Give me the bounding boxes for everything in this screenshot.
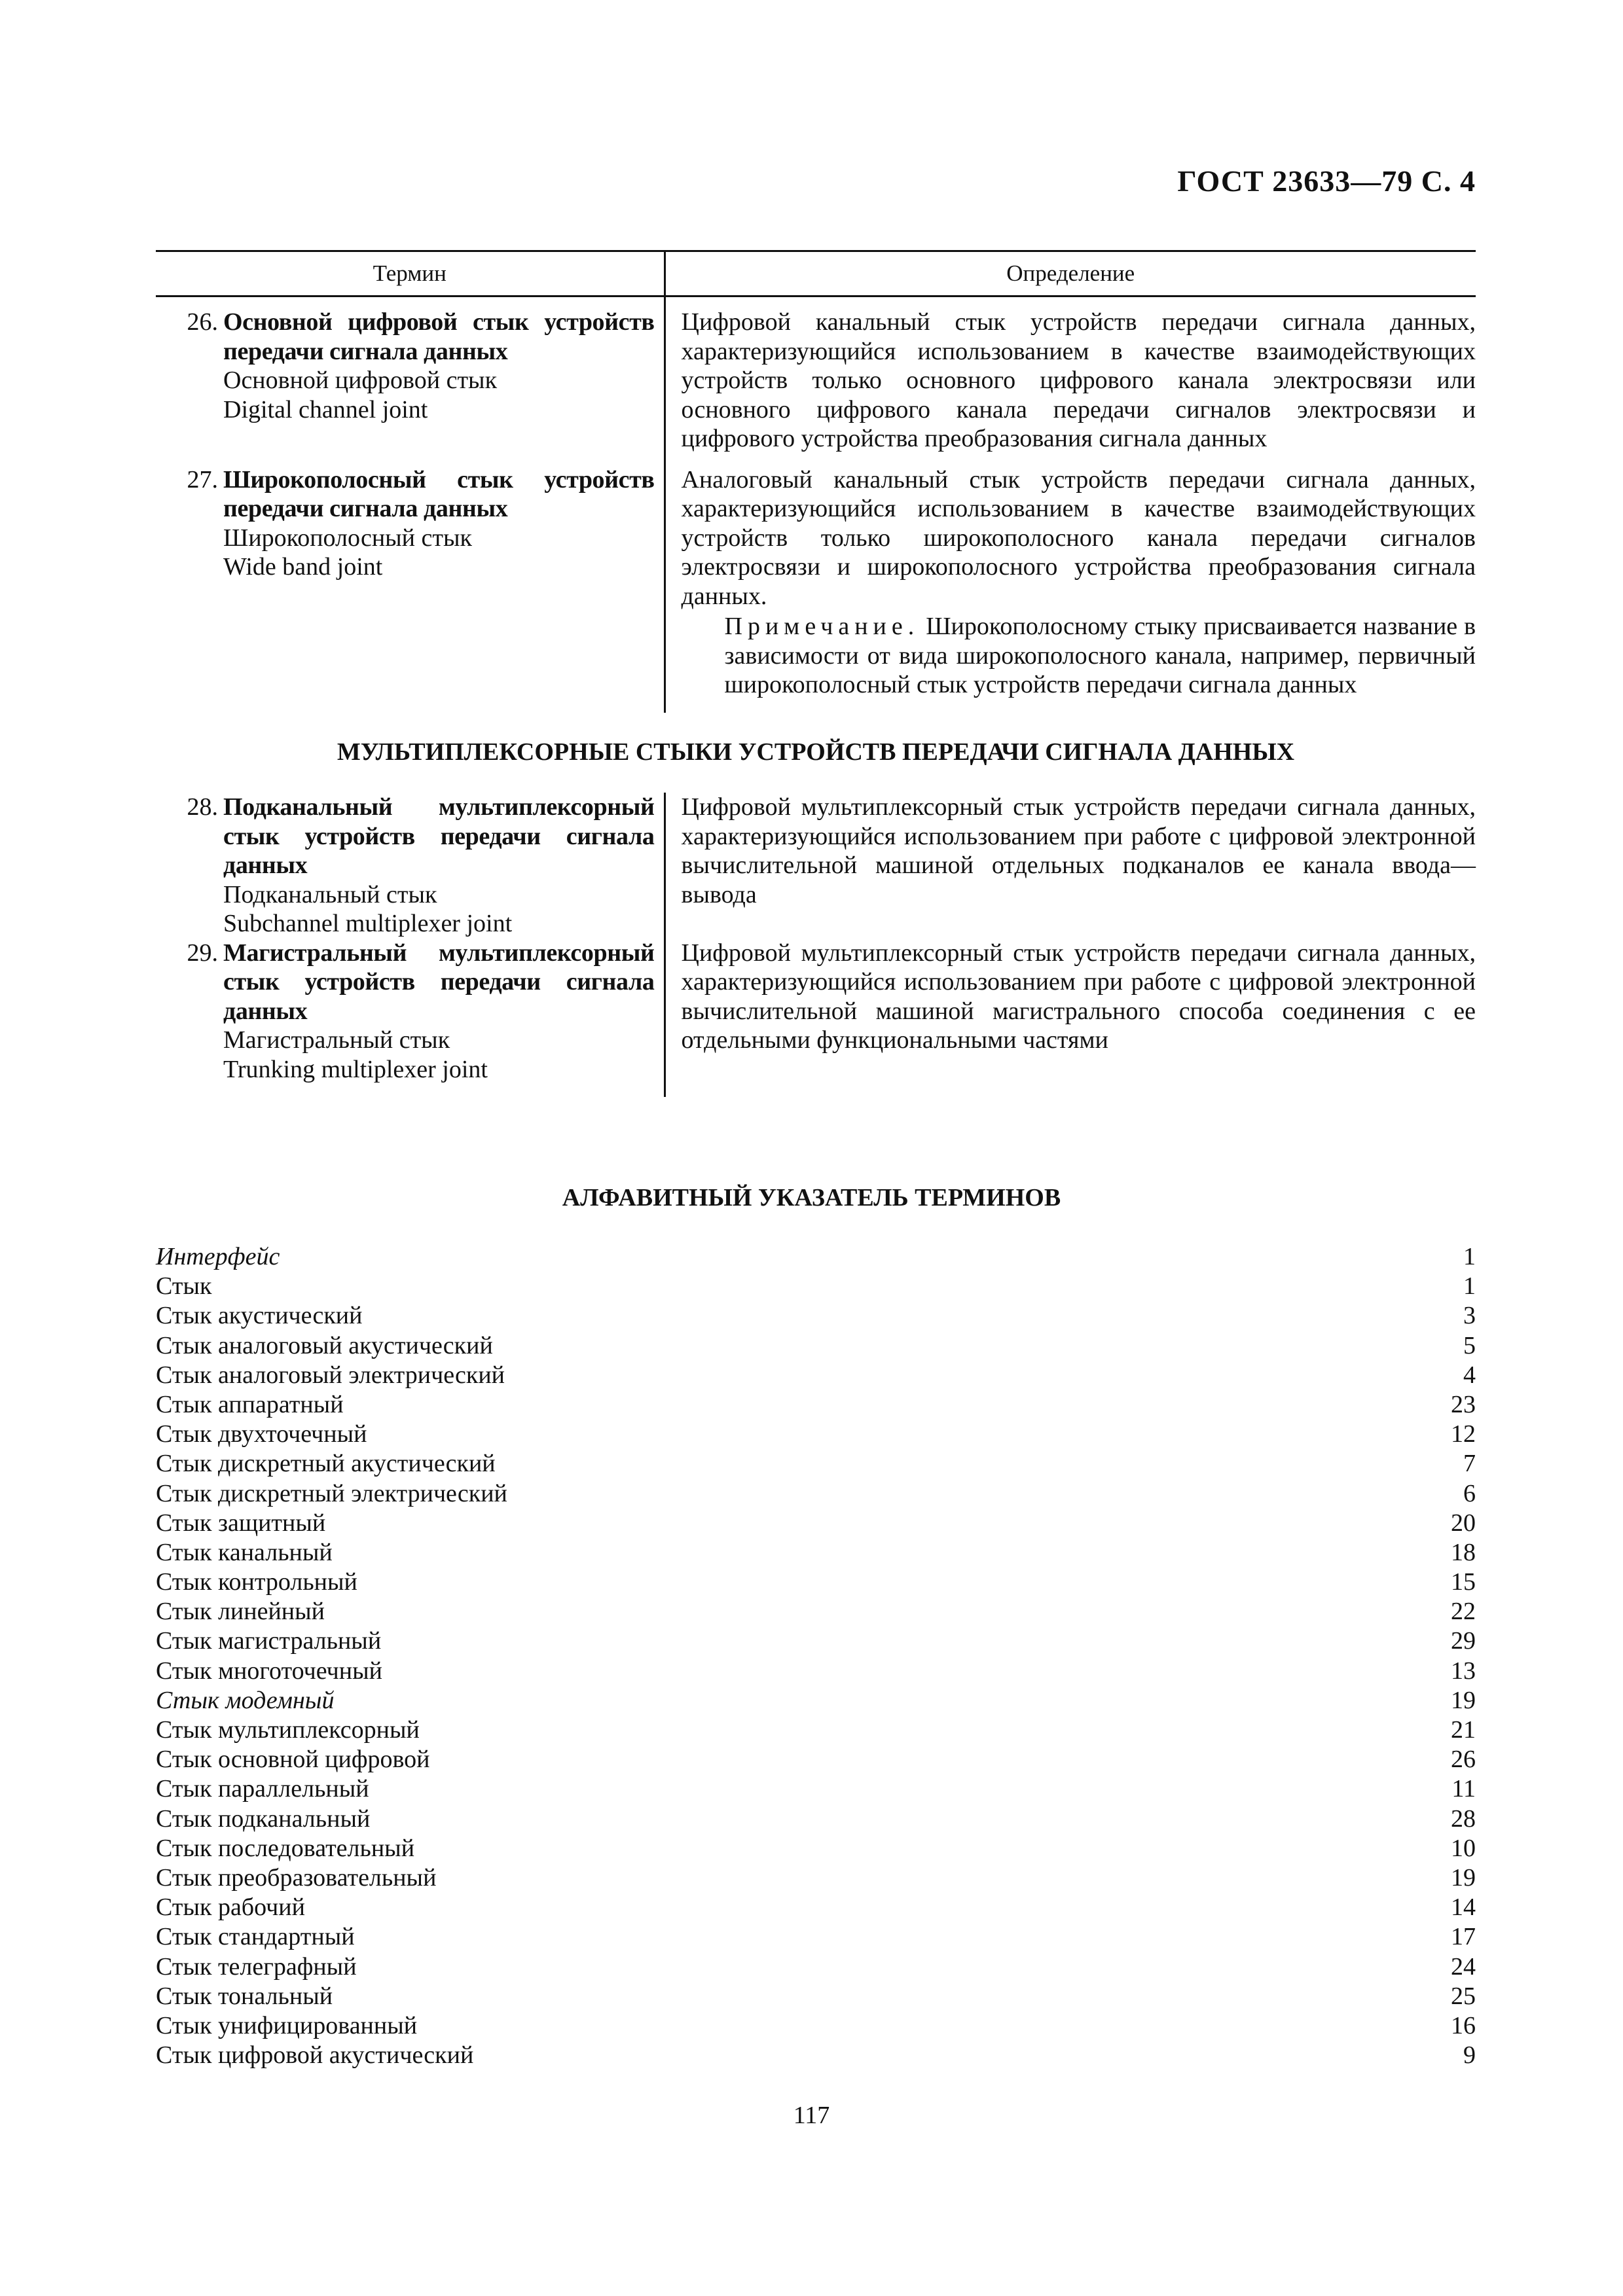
index-term: Стык канальный (156, 1538, 333, 1566)
term-cell (156, 454, 665, 713)
index-term-number: 11 (1451, 1775, 1476, 1803)
term-title: Основной цифровой стык устройств передачи сигнала данных (223, 308, 655, 365)
terms-table (156, 250, 1476, 1097)
term-english-name: Digital channel joint (223, 395, 428, 423)
index-term-number: 29 (1451, 1627, 1476, 1655)
index-term: Стык дискретный электрический (156, 1479, 507, 1507)
index-term: Стык преобразовательный (156, 1863, 437, 1892)
note-text: Широкополосному стыку присваивается название в зависимости от вида широкополосного канала, например, первичный широкополосный стык устройств передачи сигнала данных (724, 613, 1476, 698)
index-term: Стык подканальный (156, 1804, 371, 1833)
index-term: Стык (156, 1272, 212, 1300)
index-item (156, 1479, 1476, 1509)
term-title: Широкополосный стык устройств передачи сигнала данных (223, 465, 655, 522)
index-term: Стык аппаратный (156, 1390, 344, 1418)
term-short-name: Основной цифровой стык (223, 367, 498, 394)
index-term-number: 10 (1451, 1834, 1476, 1862)
index-item (156, 1509, 1476, 1538)
column-header-term: Термин (156, 251, 665, 296)
index-term-number: 23 (1451, 1390, 1476, 1418)
index-term-number: 25 (1451, 1982, 1476, 2010)
index-item (156, 1774, 1476, 1804)
definition-cell: Цифровой мультиплексорный стык устройств передачи сигнала данных, характеризующийся использованием при работе с цифровой электронной вычислительной машиной магистрального способа соединения с ее отдельными функциональными частями (681, 939, 1476, 1054)
page-number: 117 (793, 2102, 830, 2129)
term-title: Магистральный мультиплексорный стык устройств передачи сигнала данных (223, 939, 655, 1025)
table-header-row (156, 251, 1476, 296)
terms-table-container (156, 250, 1476, 1097)
index-term: Стык дискретный акустический (156, 1450, 496, 1478)
index-term-number: 7 (1463, 1450, 1476, 1478)
index-item (156, 1686, 1476, 1715)
index-item (156, 1449, 1476, 1479)
index-item (156, 1657, 1476, 1686)
index-term: Стык тональный (156, 1982, 333, 2010)
index-term-number: 19 (1451, 1686, 1476, 1714)
index-item (156, 2011, 1476, 2041)
index-term-number: 5 (1463, 1331, 1476, 1359)
index-term: Стык защитный (156, 1509, 326, 1537)
term-number: 26. (187, 308, 218, 336)
index-item (156, 1715, 1476, 1745)
index-term: Стык линейный (156, 1598, 325, 1626)
index-item (156, 1361, 1476, 1390)
index-item (156, 1272, 1476, 1301)
definition-cell (665, 454, 1476, 713)
table-row (156, 454, 1476, 713)
definition-note (682, 612, 1476, 700)
index-term-number: 1 (1463, 1243, 1476, 1270)
index-term-number: 18 (1451, 1538, 1476, 1566)
index-term: Стык аналоговый электрический (156, 1361, 505, 1389)
index-term: Стык телеграфный (156, 1952, 357, 1981)
term-short-name: Подканальный стык (223, 880, 437, 908)
index-term: Стык магистральный (156, 1627, 382, 1655)
definition-cell: Цифровой мультиплексорный стык устройств передачи сигнала данных, характеризующийся использованием при работе с цифровой электронной вычислительной машиной отдельных подканалов ее канала ввода—вывода (681, 793, 1476, 908)
index-item (156, 1893, 1476, 1922)
index-term-number: 21 (1451, 1716, 1476, 1744)
index-term-number: 17 (1451, 1923, 1476, 1951)
index-item (156, 1922, 1476, 1952)
index-term: Стык стандартный (156, 1923, 355, 1951)
index-term: Интерфейс (156, 1243, 280, 1270)
index-term: Стык основной цифровой (156, 1746, 430, 1774)
index-term-number: 24 (1451, 1952, 1476, 1981)
index-item (156, 1804, 1476, 1834)
index-term-number: 26 (1451, 1746, 1476, 1774)
index-item (156, 1982, 1476, 2011)
index-term: Стык рабочий (156, 1893, 305, 1922)
term-cell (156, 939, 665, 1098)
index-term: Стык аналоговый акустический (156, 1331, 493, 1359)
index-term: Стык параллельный (156, 1775, 369, 1803)
index-term-number: 3 (1463, 1302, 1476, 1330)
section-heading: МУЛЬТИПЛЕКСОРНЫЕ СТЫКИ УСТРОЙСТВ ПЕРЕДАЧИ СИГНАЛА ДАННЫХ (337, 738, 1295, 766)
index-term-number: 12 (1451, 1420, 1476, 1448)
term-number: 27. (187, 465, 218, 493)
section-heading-row (156, 713, 1476, 793)
column-header-definition: Определение (665, 251, 1476, 296)
index-term-number: 4 (1463, 1361, 1476, 1389)
term-english-name: Wide band joint (223, 553, 383, 581)
index-item (156, 1745, 1476, 1774)
index-item (156, 1420, 1476, 1449)
index-term-number: 28 (1451, 1804, 1476, 1833)
term-cell (156, 296, 665, 454)
term-title: Подканальный мультиплексорный стык устройств передачи сигнала данных (223, 793, 655, 879)
term-cell (156, 793, 665, 939)
term-number: 28. (187, 793, 218, 821)
index-term: Стык мультиплексорный (156, 1716, 420, 1744)
index-term: Стык модемный (156, 1686, 335, 1714)
index-item (156, 1834, 1476, 1863)
table-row (156, 793, 1476, 939)
index-item (156, 2041, 1476, 2070)
index-item (156, 1331, 1476, 1361)
index-title: АЛФАВИТНЫЙ УКАЗАТЕЛЬ ТЕРМИНОВ (562, 1184, 1061, 1211)
term-english-name: Trunking multiplexer joint (223, 1055, 488, 1083)
term-english-name: Subchannel multiplexer joint (223, 910, 513, 937)
index-term: Стык цифровой акустический (156, 2041, 474, 2070)
index-item (156, 1863, 1476, 1893)
term-index-list (156, 1242, 1476, 2070)
index-item (156, 1626, 1476, 1656)
table-row (156, 296, 1476, 454)
index-term-number: 20 (1451, 1509, 1476, 1537)
index-term-number: 22 (1451, 1598, 1476, 1626)
index-term-number: 6 (1463, 1479, 1476, 1507)
index-term: Стык акустический (156, 1302, 363, 1330)
term-short-name: Широкополосный стык (223, 524, 472, 552)
document-code-header: ГОСТ 23633—79 С. 4 (1177, 164, 1476, 198)
note-label: Примечание. (724, 613, 920, 640)
index-term-number: 15 (1451, 1568, 1476, 1596)
index-term-number: 13 (1451, 1657, 1476, 1685)
index-item (156, 1538, 1476, 1568)
index-term: Стык унифицированный (156, 2011, 418, 2039)
index-item (156, 1301, 1476, 1331)
index-term-number: 19 (1451, 1863, 1476, 1892)
table-row (156, 939, 1476, 1098)
index-term-number: 16 (1451, 2011, 1476, 2039)
term-short-name: Магистральный стык (223, 1026, 450, 1054)
index-term-number: 1 (1463, 1272, 1476, 1300)
index-term: Стык последовательный (156, 1834, 415, 1862)
definition-text: Аналоговый канальный стык устройств передачи сигнала данных, характеризующийся использованием в качестве взаимодействующих устройств только широкополосного канала передачи сигналов электросвязи и широкополосного устройства преобразования сигнала данных. (681, 465, 1476, 610)
index-item (156, 1242, 1476, 1272)
index-term: Стык многоточечный (156, 1657, 382, 1685)
index-term: Стык двухточечный (156, 1420, 367, 1448)
index-term: Стык контрольный (156, 1568, 357, 1596)
index-item (156, 1952, 1476, 1982)
index-term-number: 14 (1451, 1893, 1476, 1922)
index-item (156, 1568, 1476, 1597)
index-item (156, 1597, 1476, 1626)
index-item (156, 1390, 1476, 1420)
term-number: 29. (187, 939, 218, 967)
definition-cell: Цифровой канальный стык устройств передачи сигнала данных, характеризующийся использованием в качестве взаимодействующих устройств только основного цифрового канала электросвязи или основного цифрового канала передачи сигналов электросвязи и цифрового устройства преобразования сигнала данных (681, 308, 1476, 452)
index-term-number: 9 (1463, 2041, 1476, 2070)
